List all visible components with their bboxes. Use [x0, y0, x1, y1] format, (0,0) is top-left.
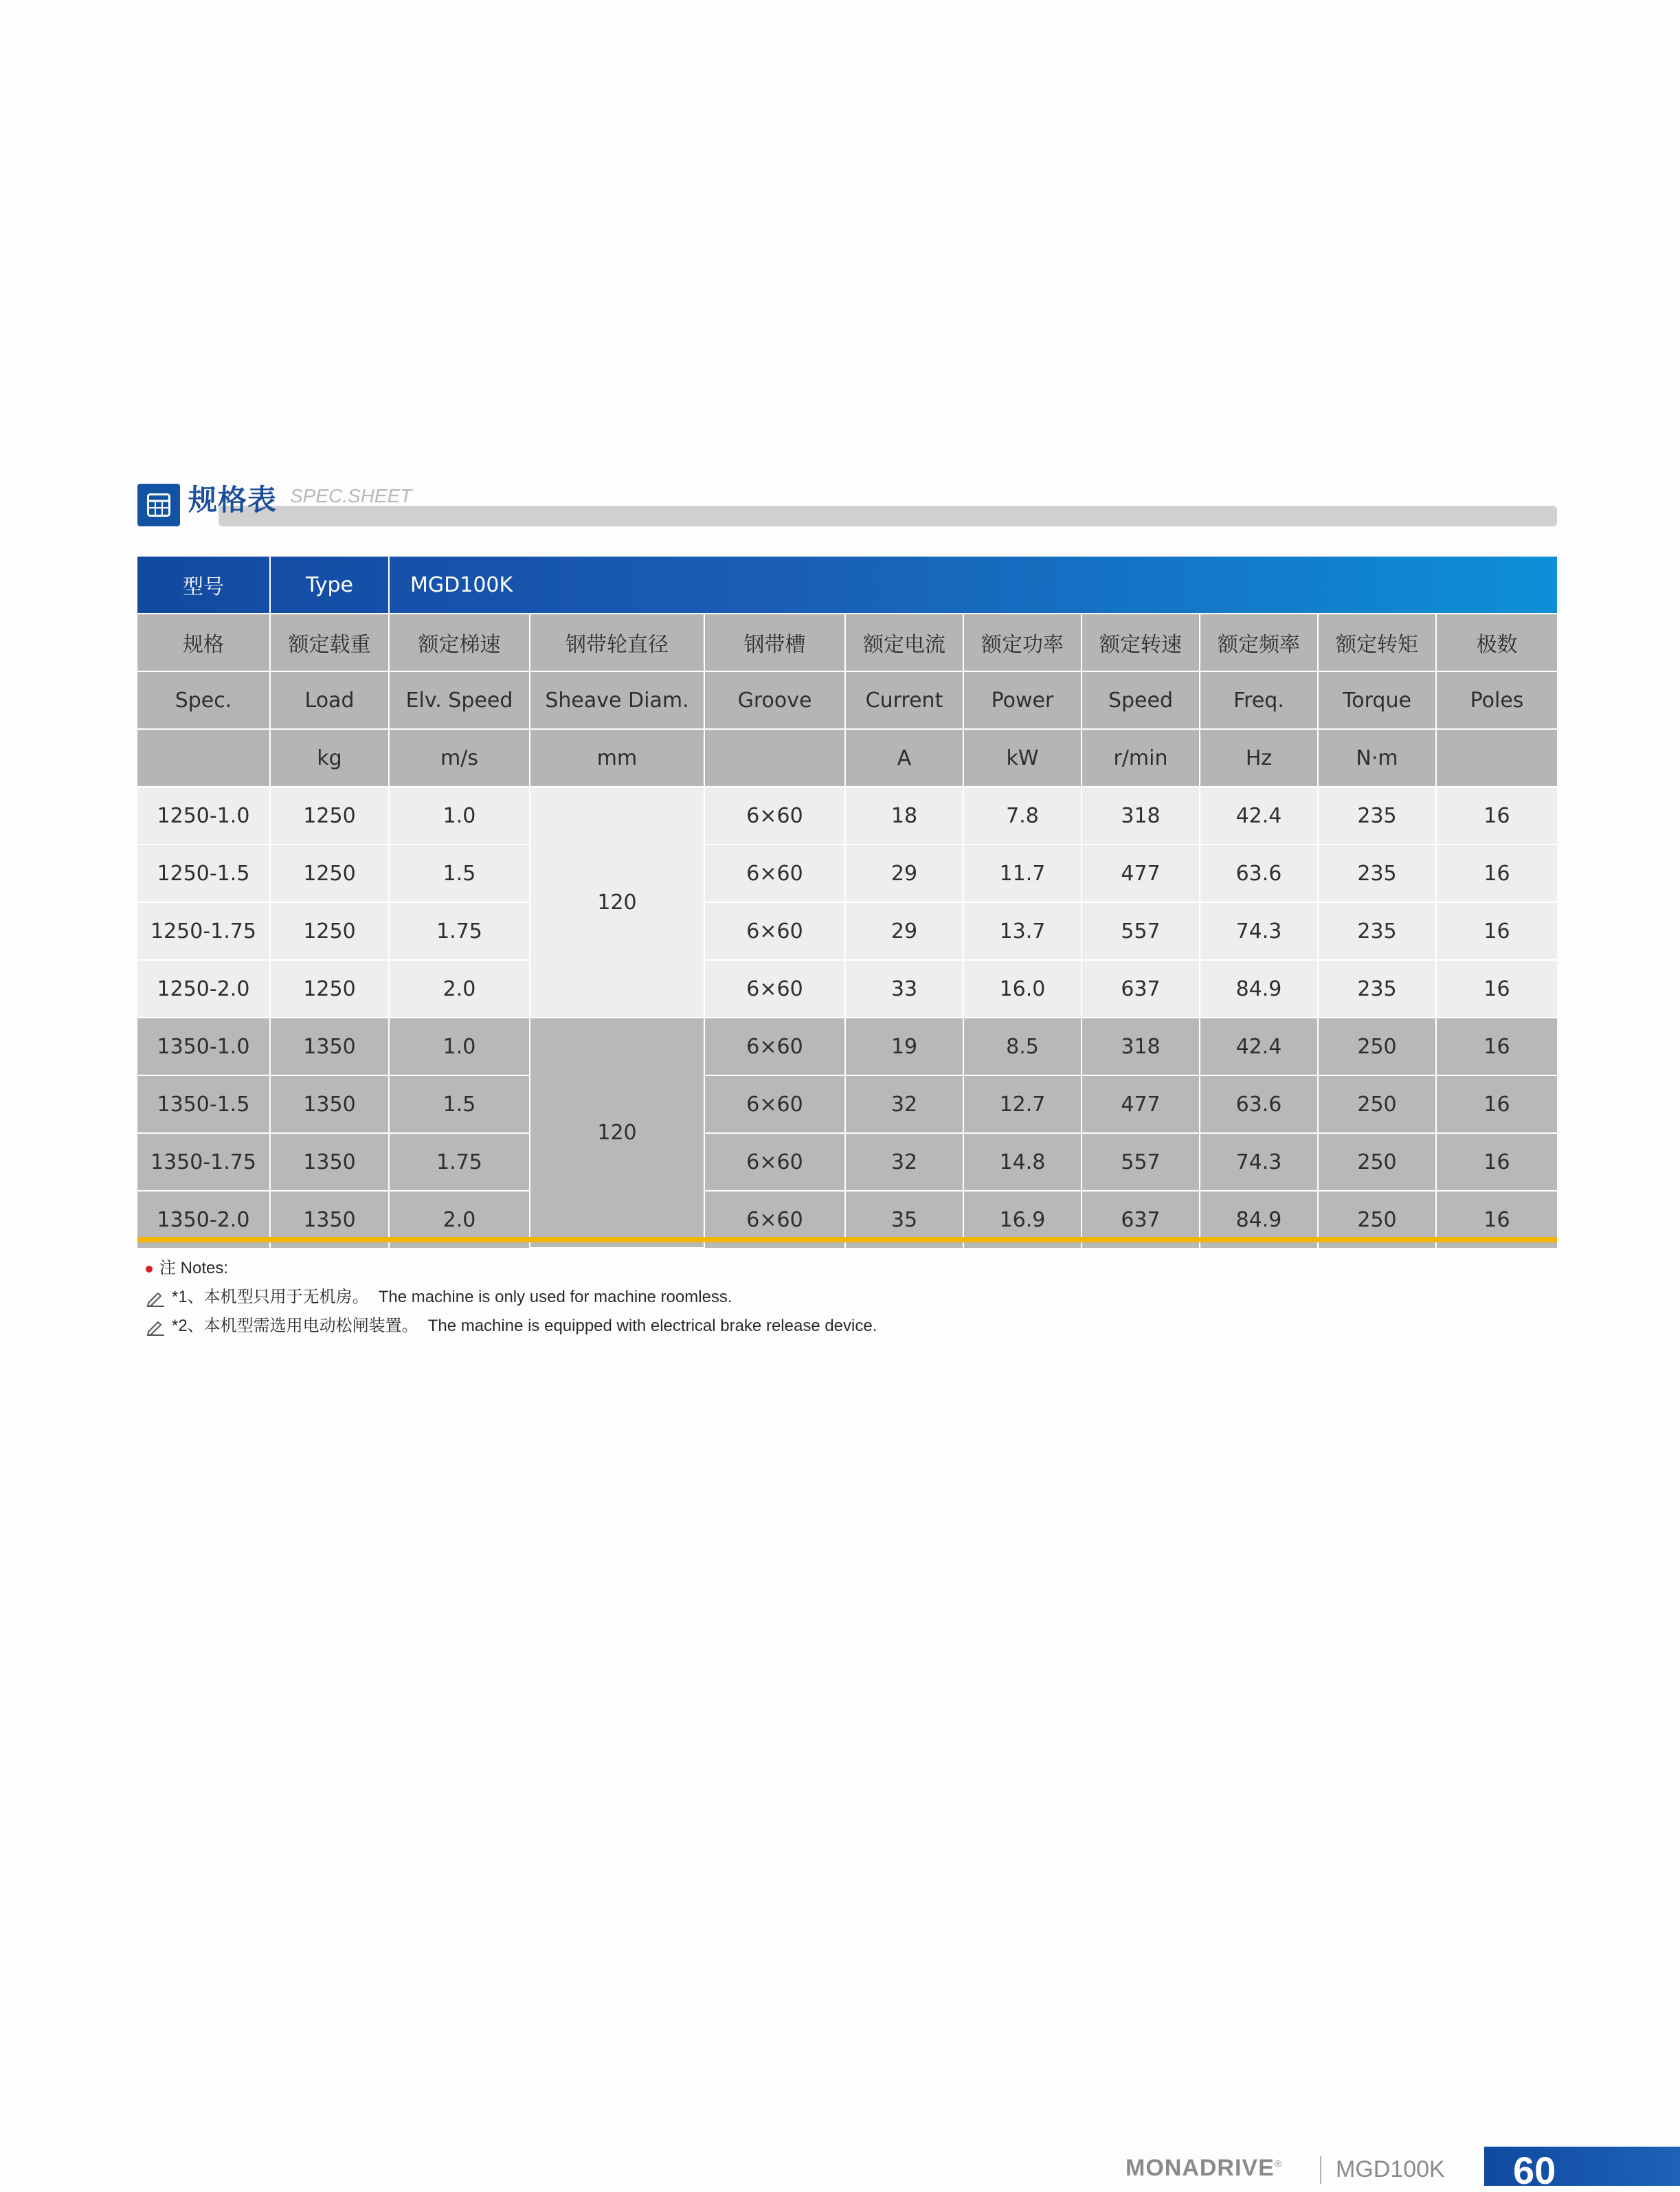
header-cn-cell: 额定梯速 — [389, 614, 530, 671]
freq-cell: 74.3 — [1200, 902, 1318, 960]
header-cn-cell: 额定载重 — [270, 614, 389, 671]
page-number-box — [1484, 2147, 1680, 2192]
freq-cell: 42.4 — [1200, 787, 1318, 845]
current-cell: 32 — [845, 1133, 963, 1191]
note-text-en: The machine is only used for machine roomless. — [378, 1288, 732, 1306]
unit-cell: kg — [270, 729, 389, 787]
header-cn-cell: 钢带轮直径 — [530, 614, 704, 671]
freq-cell: 63.6 — [1200, 1075, 1318, 1133]
torque-cell: 235 — [1318, 787, 1436, 845]
type-label-cn: 型号 — [137, 557, 270, 614]
table-row — [137, 902, 1557, 960]
current-cell: 29 — [845, 845, 963, 902]
table-row — [137, 1075, 1557, 1133]
torque-cell: 250 — [1318, 1133, 1436, 1191]
unit-cell: kW — [963, 729, 1082, 787]
poles-cell: 16 — [1436, 960, 1557, 1018]
spec-table — [137, 557, 1557, 1249]
header-en-cell: Load — [270, 671, 389, 729]
page-number: 60 — [1513, 2149, 1556, 2192]
notes-title: 注 Notes: — [159, 1259, 229, 1277]
header-en-cell: Poles — [1436, 671, 1557, 729]
rpm-cell: 637 — [1082, 960, 1200, 1018]
torque-cell: 235 — [1318, 902, 1436, 960]
poles-cell: 16 — [1436, 787, 1557, 845]
unit-cell: mm — [530, 729, 704, 787]
spec-cell: 1350-1.75 — [137, 1133, 270, 1191]
header-en-cell: Current — [845, 671, 963, 729]
groove-cell: 6×60 — [704, 1191, 845, 1248]
groove-cell: 6×60 — [704, 845, 845, 902]
current-cell: 32 — [845, 1075, 963, 1133]
groove-cell: 6×60 — [704, 902, 845, 960]
header-cn-cell: 额定功率 — [963, 614, 1082, 671]
torque-cell: 250 — [1318, 1018, 1436, 1075]
notes — [146, 1254, 877, 1341]
header-en-cell: Sheave Diam. — [530, 671, 704, 729]
pencil-icon — [146, 1289, 165, 1307]
notes-title-line — [146, 1254, 877, 1283]
poles-cell: 16 — [1436, 1075, 1557, 1133]
table-row — [137, 960, 1557, 1018]
table-grid-icon — [137, 484, 180, 526]
section-title: 规格表 — [188, 483, 278, 517]
unit-cell: m/s — [389, 729, 530, 787]
header-cn-cell: 额定频率 — [1200, 614, 1318, 671]
freq-cell: 42.4 — [1200, 1018, 1318, 1075]
groove-cell: 6×60 — [704, 787, 845, 845]
header-en-cell: Groove — [704, 671, 845, 729]
load-cell: 1350 — [270, 1018, 389, 1075]
load-cell: 1250 — [270, 845, 389, 902]
load-cell: 1250 — [270, 787, 389, 845]
brand-logo — [1125, 2155, 1282, 2182]
header-en-cell: Torque — [1318, 671, 1436, 729]
header-en-cell: Power — [963, 671, 1082, 729]
speed-cell: 2.0 — [389, 1191, 530, 1248]
rpm-cell: 477 — [1082, 845, 1200, 902]
footer-divider — [1320, 2156, 1321, 2184]
red-dot-icon — [146, 1266, 153, 1273]
poles-cell: 16 — [1436, 1133, 1557, 1191]
table-row — [137, 787, 1557, 845]
model-name: MGD100K — [389, 557, 1557, 614]
page-footer — [0, 2137, 1680, 2192]
power-cell: 7.8 — [963, 787, 1082, 845]
unit-cell: Hz — [1200, 729, 1318, 787]
torque-cell: 250 — [1318, 1075, 1436, 1133]
unit-cell — [137, 729, 270, 787]
header-en-cell: Spec. — [137, 671, 270, 729]
header-row-cn — [137, 614, 1557, 671]
rpm-cell: 557 — [1082, 1133, 1200, 1191]
unit-cell: r/min — [1082, 729, 1200, 787]
torque-cell: 235 — [1318, 845, 1436, 902]
section-subtitle: SPEC.SHEET — [290, 485, 412, 506]
power-cell: 8.5 — [963, 1018, 1082, 1075]
sheave-diam-cell: 120 — [530, 1018, 704, 1248]
spec-cell: 1350-1.0 — [137, 1018, 270, 1075]
load-cell: 1350 — [270, 1133, 389, 1191]
freq-cell: 63.6 — [1200, 845, 1318, 902]
rpm-cell: 637 — [1082, 1191, 1200, 1248]
speed-cell: 1.75 — [389, 1133, 530, 1191]
speed-cell: 2.0 — [389, 960, 530, 1018]
power-cell: 12.7 — [963, 1075, 1082, 1133]
load-cell: 1350 — [270, 1075, 389, 1133]
footer-model: MGD100K — [1336, 2156, 1445, 2182]
groove-cell: 6×60 — [704, 1075, 845, 1133]
note-item — [146, 1312, 877, 1341]
rpm-cell: 318 — [1082, 787, 1200, 845]
table-row — [137, 1018, 1557, 1075]
torque-cell: 235 — [1318, 960, 1436, 1018]
power-cell: 16.9 — [963, 1191, 1082, 1248]
note-text-en: The machine is equipped with electrical brake release device. — [427, 1317, 877, 1335]
power-cell: 13.7 — [963, 902, 1082, 960]
current-cell: 29 — [845, 902, 963, 960]
unit-cell: A — [845, 729, 963, 787]
header-cn-cell: 钢带槽 — [704, 614, 845, 671]
speed-cell: 1.75 — [389, 902, 530, 960]
current-cell: 19 — [845, 1018, 963, 1075]
groove-cell: 6×60 — [704, 1018, 845, 1075]
unit-cell — [704, 729, 845, 787]
header-en-cell: Freq. — [1200, 671, 1318, 729]
freq-cell: 84.9 — [1200, 1191, 1318, 1248]
header-cn-cell: 额定电流 — [845, 614, 963, 671]
sheave-diam-cell: 120 — [530, 787, 704, 1018]
header-cn-cell: 极数 — [1436, 614, 1557, 671]
spec-cell: 1250-1.5 — [137, 845, 270, 902]
rpm-cell: 318 — [1082, 1018, 1200, 1075]
groove-cell: 6×60 — [704, 1133, 845, 1191]
note-text-cn: *2、本机型需选用电动松闸装置。 — [172, 1317, 418, 1335]
note-item — [146, 1283, 877, 1312]
type-label-en: Type — [270, 557, 389, 614]
groove-cell: 6×60 — [704, 960, 845, 1018]
freq-cell: 74.3 — [1200, 1133, 1318, 1191]
type-row — [137, 557, 1557, 614]
unit-cell — [1436, 729, 1557, 787]
freq-cell: 84.9 — [1200, 960, 1318, 1018]
speed-cell: 1.5 — [389, 845, 530, 902]
load-cell: 1250 — [270, 902, 389, 960]
power-cell: 11.7 — [963, 845, 1082, 902]
header-row-en — [137, 671, 1557, 729]
header-en-cell: Speed — [1082, 671, 1200, 729]
table-row — [137, 845, 1557, 902]
spec-cell: 1250-1.75 — [137, 902, 270, 960]
pencil-icon — [146, 1318, 165, 1336]
spec-cell: 1250-1.0 — [137, 787, 270, 845]
registered-mark: ® — [1274, 2158, 1283, 2169]
units-row — [137, 729, 1557, 787]
current-cell: 35 — [845, 1191, 963, 1248]
rpm-cell: 557 — [1082, 902, 1200, 960]
brand-name: MONADRIVE — [1125, 2155, 1275, 2181]
table-bottom-rule — [137, 1237, 1557, 1242]
load-cell: 1250 — [270, 960, 389, 1018]
table-row — [137, 1133, 1557, 1191]
speed-cell: 1.5 — [389, 1075, 530, 1133]
unit-cell: N·m — [1318, 729, 1436, 787]
speed-cell: 1.0 — [389, 787, 530, 845]
torque-cell: 250 — [1318, 1191, 1436, 1248]
header-cn-cell: 额定转速 — [1082, 614, 1200, 671]
power-cell: 14.8 — [963, 1133, 1082, 1191]
current-cell: 33 — [845, 960, 963, 1018]
note-text-cn: *1、本机型只用于无机房。 — [172, 1288, 369, 1306]
spec-cell: 1350-2.0 — [137, 1191, 270, 1248]
poles-cell: 16 — [1436, 1191, 1557, 1248]
load-cell: 1350 — [270, 1191, 389, 1248]
poles-cell: 16 — [1436, 1018, 1557, 1075]
current-cell: 18 — [845, 787, 963, 845]
heading-bar — [219, 506, 1557, 526]
power-cell: 16.0 — [963, 960, 1082, 1018]
spec-cell: 1350-1.5 — [137, 1075, 270, 1133]
section-heading — [137, 481, 1557, 530]
poles-cell: 16 — [1436, 845, 1557, 902]
header-cn-cell: 规格 — [137, 614, 270, 671]
header-en-cell: Elv. Speed — [389, 671, 530, 729]
spec-cell: 1250-2.0 — [137, 960, 270, 1018]
speed-cell: 1.0 — [389, 1018, 530, 1075]
rpm-cell: 477 — [1082, 1075, 1200, 1133]
header-cn-cell: 额定转矩 — [1318, 614, 1436, 671]
poles-cell: 16 — [1436, 902, 1557, 960]
